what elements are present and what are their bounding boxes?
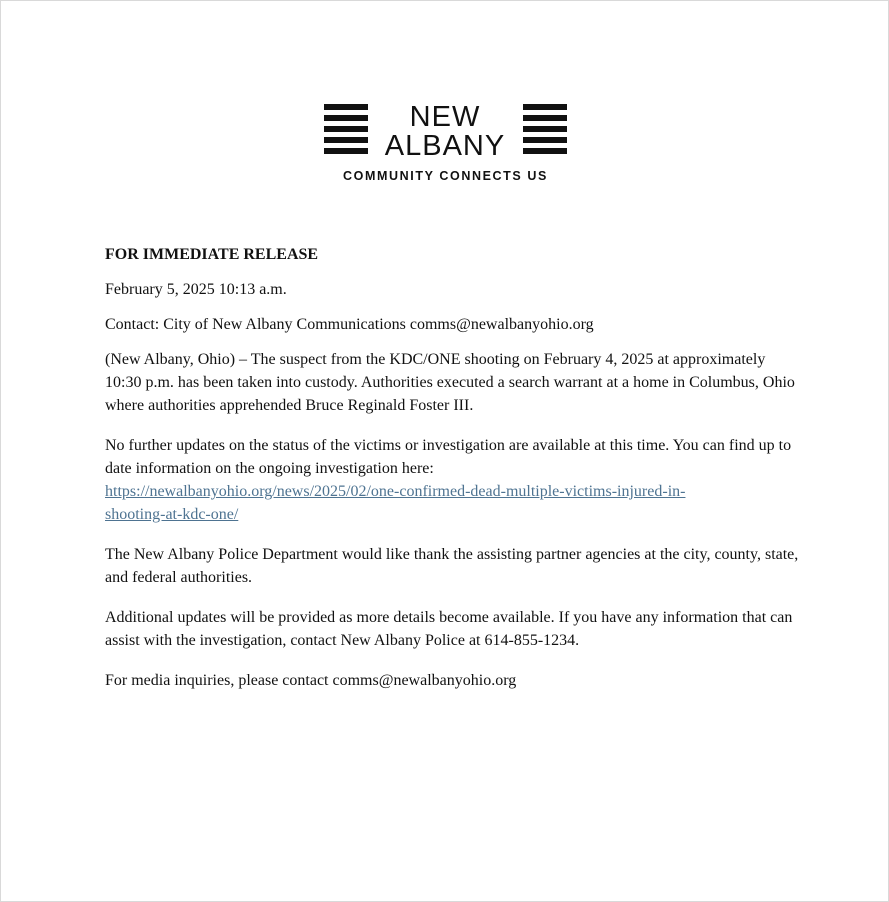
logo-name-line2: ALBANY — [384, 130, 506, 162]
paragraph-media-inquiries: For media inquiries, please contact comms@newalbanyohio.org — [105, 672, 517, 689]
release-heading: FOR IMMEDIATE RELEASE — [105, 246, 319, 263]
investigation-link-line2[interactable]: shooting-at-kdc-one/ — [105, 506, 239, 523]
investigation-link-line1[interactable]: https://newalbanyohio.org/news/2025/02/one-confirmed-dead-multiple-victims-injured-in- — [105, 483, 686, 500]
press-release-body — [105, 243, 805, 692]
paragraph-further-updates-text: No further updates on the status of the victims or investigation are available at this time. You can find up to date information on the ongoing investigation here: — [105, 437, 792, 477]
paragraph-additional-updates: Additional updates will be provided as more details become available. If you have any information that can assist with the investigation, contact New Albany Police at 614-855-1234. — [105, 609, 793, 649]
paragraph-suspect-custody: (New Albany, Ohio) – The suspect from the KDC/ONE shooting on February 4, 2025 at approximately 10:30 p.m. has been taken into custody. Authorities executed a search warrant at a home in Columbus, Ohio where authorities apprehended Bruce Reginald Foster III. — [105, 351, 795, 414]
logo-name-line1: NEW — [409, 101, 481, 133]
logo-bars-left — [324, 104, 368, 159]
release-date: February 5, 2025 10:13 a.m. — [105, 281, 287, 298]
paragraph-thanks: The New Albany Police Department would like thank the assisting partner agencies at the city, county, state, and federal authorities. — [105, 546, 799, 586]
investigation-link[interactable] — [105, 483, 685, 523]
release-contact: Contact: City of New Albany Communications comms@newalbanyohio.org — [105, 316, 594, 333]
logo-bars-right — [523, 104, 567, 159]
paragraph-further-updates — [105, 434, 805, 526]
new-albany-logo — [324, 101, 567, 186]
logo-tagline: COMMUNITY CONNECTS US — [343, 169, 548, 183]
